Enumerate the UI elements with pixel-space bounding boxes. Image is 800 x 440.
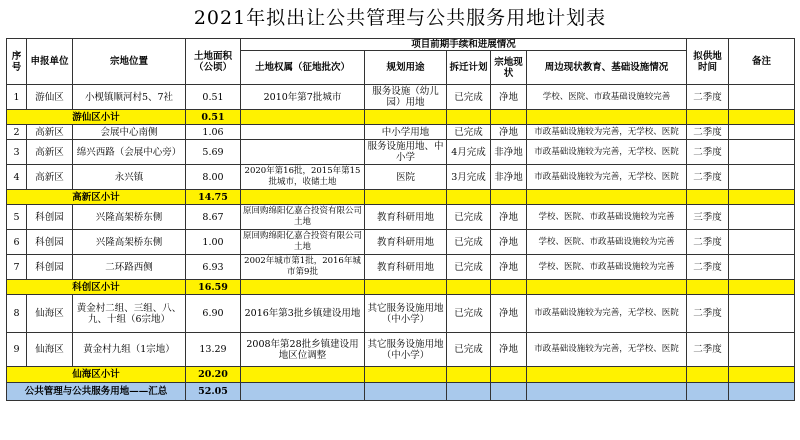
cell-time: 三季度 bbox=[687, 205, 729, 230]
subtotal-area: 20.20 bbox=[186, 367, 241, 383]
cell-unit: 游仙区 bbox=[27, 85, 73, 110]
cell-ownership bbox=[241, 125, 365, 140]
cell-ownership: 2010年第7批城市 bbox=[241, 85, 365, 110]
cell-facilities: 市政基础设施较为完善，无学校、医院 bbox=[527, 140, 687, 165]
cell-facilities: 学校、医院、市政基础设施较为完善 bbox=[527, 255, 687, 280]
cell-remark bbox=[729, 85, 795, 110]
subtotal-row bbox=[7, 280, 795, 295]
cell-facilities: 学校、医院、市政基础设施较为完善 bbox=[527, 205, 687, 230]
subtotal-area: 16.59 bbox=[186, 280, 241, 295]
table-row bbox=[7, 230, 795, 255]
subtotal-label: 高新区小计 bbox=[7, 190, 186, 205]
cell-remark bbox=[729, 165, 795, 190]
cell-location: 绵兴西路（会展中心旁） bbox=[73, 140, 186, 165]
cell-location: 会展中心南侧 bbox=[73, 125, 186, 140]
cell-seq: 2 bbox=[7, 125, 27, 140]
subtotal-area: 0.51 bbox=[186, 110, 241, 125]
cell-time: 二季度 bbox=[687, 165, 729, 190]
cell-seq: 6 bbox=[7, 230, 27, 255]
cell-seq: 4 bbox=[7, 165, 27, 190]
cell-status: 净地 bbox=[491, 230, 527, 255]
land-plan-table bbox=[6, 38, 795, 401]
table-row bbox=[7, 125, 795, 140]
subtotal-label: 科创区小计 bbox=[7, 280, 186, 295]
cell-area: 0.51 bbox=[186, 85, 241, 110]
cell-ownership: 2016年第3批乡镇建设用地 bbox=[241, 295, 365, 333]
cell-relocation: 已完成 bbox=[447, 230, 491, 255]
cell-location: 小枧镇顺河村5、7社 bbox=[73, 85, 186, 110]
cell-planning: 医院 bbox=[365, 165, 447, 190]
cell-planning: 服务设施用地、中小学 bbox=[365, 140, 447, 165]
header-facilities: 周边现状教育、基础设施情况 bbox=[527, 51, 687, 85]
header-supply-time: 拟供地时间 bbox=[687, 39, 729, 85]
cell-remark bbox=[729, 333, 795, 367]
cell-facilities: 市政基础设施较为完善，无学校、医院 bbox=[527, 125, 687, 140]
cell-area: 13.29 bbox=[186, 333, 241, 367]
cell-status: 净地 bbox=[491, 295, 527, 333]
cell-unit: 科创园 bbox=[27, 255, 73, 280]
cell-planning: 其它服务设施用地（中小学） bbox=[365, 295, 447, 333]
cell-area: 8.00 bbox=[186, 165, 241, 190]
cell-remark bbox=[729, 125, 795, 140]
subtotal-label: 仙海区小计 bbox=[7, 367, 186, 383]
cell-seq: 5 bbox=[7, 205, 27, 230]
subtotal-label: 游仙区小计 bbox=[7, 110, 186, 125]
cell-unit: 高新区 bbox=[27, 165, 73, 190]
header-relocation: 拆迁计划 bbox=[447, 51, 491, 85]
cell-facilities: 学校、医院、市政基础设施较为完善 bbox=[527, 230, 687, 255]
header-remark: 备注 bbox=[729, 39, 795, 85]
header-status: 宗地现状 bbox=[491, 51, 527, 85]
cell-seq: 8 bbox=[7, 295, 27, 333]
cell-facilities: 市政基础设施较为完善，无学校、医院 bbox=[527, 165, 687, 190]
header-unit: 申报单位 bbox=[27, 39, 73, 85]
cell-ownership: 2008年第28批乡镇建设用地区位调整 bbox=[241, 333, 365, 367]
total-area: 52.05 bbox=[186, 383, 241, 401]
cell-time: 二季度 bbox=[687, 255, 729, 280]
subtotal-row bbox=[7, 367, 795, 383]
cell-remark bbox=[729, 205, 795, 230]
cell-location: 黄金村二组、三组、八、九、十组（6宗地） bbox=[73, 295, 186, 333]
cell-seq: 3 bbox=[7, 140, 27, 165]
cell-status: 非净地 bbox=[491, 140, 527, 165]
table-row bbox=[7, 165, 795, 190]
cell-status: 非净地 bbox=[491, 165, 527, 190]
cell-ownership: 2020年第16批，2015年第15批城市，收储土地 bbox=[241, 165, 365, 190]
cell-area: 1.00 bbox=[186, 230, 241, 255]
subtotal-row bbox=[7, 190, 795, 205]
cell-relocation: 已完成 bbox=[447, 205, 491, 230]
cell-area: 6.90 bbox=[186, 295, 241, 333]
cell-relocation: 已完成 bbox=[447, 255, 491, 280]
cell-unit: 高新区 bbox=[27, 140, 73, 165]
cell-unit: 科创园 bbox=[27, 230, 73, 255]
cell-relocation: 已完成 bbox=[447, 333, 491, 367]
cell-planning: 其它服务设施用地（中小学） bbox=[365, 333, 447, 367]
cell-time: 二季度 bbox=[687, 125, 729, 140]
cell-location: 兴隆高架桥东侧 bbox=[73, 230, 186, 255]
table-row bbox=[7, 295, 795, 333]
header-area: 土地面积（公顷） bbox=[186, 39, 241, 85]
cell-time: 二季度 bbox=[687, 295, 729, 333]
cell-time: 二季度 bbox=[687, 140, 729, 165]
cell-ownership bbox=[241, 140, 365, 165]
cell-planning: 教育科研用地 bbox=[365, 255, 447, 280]
page-title: 2021年拟出让公共管理与公共服务用地计划表 bbox=[193, 7, 607, 29]
cell-relocation: 3月完成 bbox=[447, 165, 491, 190]
cell-facilities: 市政基础设施较为完善，无学校、医院 bbox=[527, 295, 687, 333]
header-seq: 序号 bbox=[7, 39, 27, 85]
header-progress: 项目前期手续和进展情况 bbox=[241, 39, 687, 51]
cell-remark bbox=[729, 295, 795, 333]
header-planning: 规划用途 bbox=[365, 51, 447, 85]
cell-seq: 7 bbox=[7, 255, 27, 280]
table-row bbox=[7, 333, 795, 367]
cell-facilities: 市政基础设施较为完善，无学校、医院 bbox=[527, 333, 687, 367]
cell-ownership: 原回购绵阳亿嘉合投资有限公司土地 bbox=[241, 230, 365, 255]
cell-ownership: 2002年城市第1批，2016年城市第9批 bbox=[241, 255, 365, 280]
table-row bbox=[7, 205, 795, 230]
cell-relocation: 已完成 bbox=[447, 85, 491, 110]
cell-status: 净地 bbox=[491, 125, 527, 140]
total-row bbox=[7, 383, 795, 401]
cell-location: 兴隆高架桥东侧 bbox=[73, 205, 186, 230]
cell-facilities: 学校、医院、市政基础设施较完善 bbox=[527, 85, 687, 110]
cell-status: 净地 bbox=[491, 333, 527, 367]
cell-time: 二季度 bbox=[687, 333, 729, 367]
cell-ownership: 原回购绵阳亿嘉合投资有限公司土地 bbox=[241, 205, 365, 230]
cell-time: 二季度 bbox=[687, 230, 729, 255]
cell-planning: 教育科研用地 bbox=[365, 230, 447, 255]
cell-status: 净地 bbox=[491, 85, 527, 110]
cell-location: 永兴镇 bbox=[73, 165, 186, 190]
cell-area: 5.69 bbox=[186, 140, 241, 165]
cell-area: 6.93 bbox=[186, 255, 241, 280]
cell-unit: 仙海区 bbox=[27, 295, 73, 333]
table-row bbox=[7, 140, 795, 165]
cell-seq: 9 bbox=[7, 333, 27, 367]
cell-location: 黄金村九组（1宗地） bbox=[73, 333, 186, 367]
cell-area: 1.06 bbox=[186, 125, 241, 140]
cell-planning: 教育科研用地 bbox=[365, 205, 447, 230]
total-label: 公共管理与公共服务用地——汇总 bbox=[7, 383, 186, 401]
cell-unit: 仙海区 bbox=[27, 333, 73, 367]
cell-time: 二季度 bbox=[687, 85, 729, 110]
header-row bbox=[7, 39, 795, 51]
cell-relocation: 已完成 bbox=[447, 125, 491, 140]
subtotal-row bbox=[7, 110, 795, 125]
table-row bbox=[7, 85, 795, 110]
subtotal-area: 14.75 bbox=[186, 190, 241, 205]
cell-status: 净地 bbox=[491, 255, 527, 280]
cell-planning: 服务设施（幼儿园）用地 bbox=[365, 85, 447, 110]
table-row bbox=[7, 255, 795, 280]
cell-area: 8.67 bbox=[186, 205, 241, 230]
cell-remark bbox=[729, 140, 795, 165]
cell-seq: 1 bbox=[7, 85, 27, 110]
cell-planning: 中小学用地 bbox=[365, 125, 447, 140]
cell-unit: 科创园 bbox=[27, 205, 73, 230]
cell-relocation: 已完成 bbox=[447, 295, 491, 333]
cell-remark bbox=[729, 255, 795, 280]
cell-unit: 高新区 bbox=[27, 125, 73, 140]
cell-location: 二环路西侧 bbox=[73, 255, 186, 280]
header-ownership: 土地权属（征地批次） bbox=[241, 51, 365, 85]
header-location: 宗地位置 bbox=[73, 39, 186, 85]
cell-relocation: 4月完成 bbox=[447, 140, 491, 165]
cell-remark bbox=[729, 230, 795, 255]
cell-status: 净地 bbox=[491, 205, 527, 230]
